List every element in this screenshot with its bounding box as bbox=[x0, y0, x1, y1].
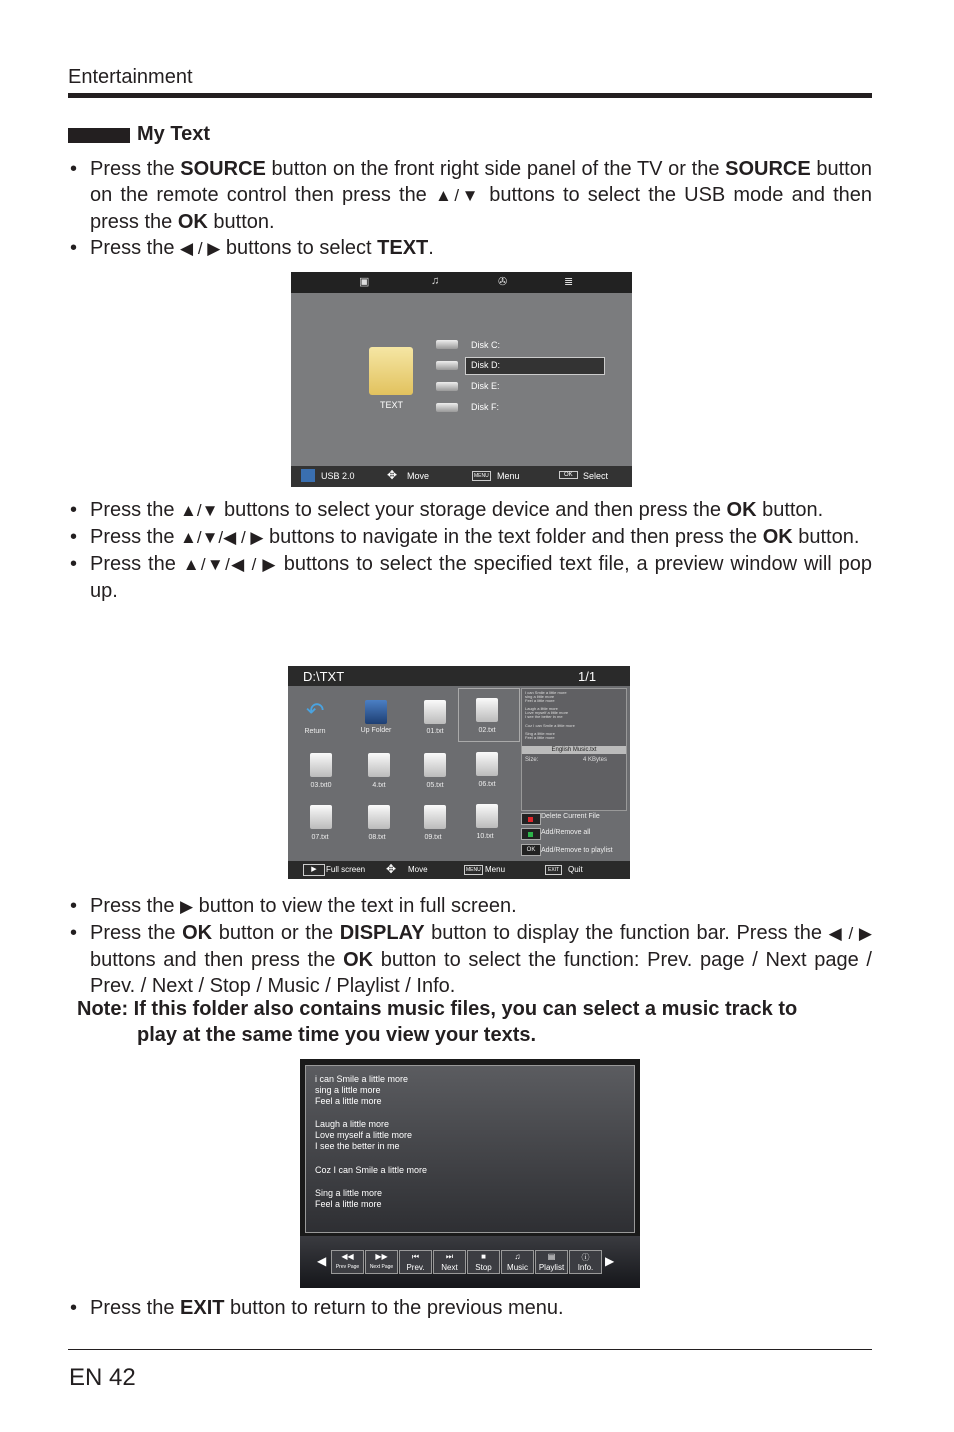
file-icon[interactable] bbox=[476, 698, 498, 722]
skip-forward-icon: ⏭ bbox=[445, 1252, 454, 1261]
file-icon[interactable] bbox=[368, 805, 390, 829]
preview-size: Size: 4 KBytes bbox=[525, 757, 608, 763]
rewind-icon: ◀◀ bbox=[341, 1252, 354, 1261]
note-line-2: play at the same time you view your texts. bbox=[137, 1024, 537, 1046]
disk-icon bbox=[436, 403, 458, 412]
exit-key: EXIT bbox=[545, 865, 562, 875]
bullet-source: • Press the SOURCE button on the front right side panel of the TV or the SOURCE button on the remote control then press the ▲/▼ buttons to select the USB mode and then press the OK button. bbox=[68, 156, 872, 235]
folder-path: D:\TXT bbox=[303, 669, 345, 684]
return-icon[interactable]: ↶ bbox=[306, 698, 325, 723]
ok-key: OK bbox=[559, 471, 578, 479]
playlist-icon: ▤ bbox=[547, 1252, 556, 1261]
menu-hint: Menu bbox=[497, 471, 520, 481]
text-line: Laugh a little more bbox=[315, 1119, 390, 1129]
stop-button[interactable]: ■ Stop bbox=[467, 1250, 500, 1274]
preview-line: Love myself a little more bbox=[525, 710, 569, 715]
four-arrows: ▲/▼/◀ / ▶ bbox=[180, 528, 264, 547]
playlist-button[interactable]: ▤ Playlist bbox=[535, 1250, 568, 1274]
preview-filename: English Music.txt bbox=[522, 746, 626, 754]
bullet-select-storage: • Press the ▲/▼ buttons to select your storage device and then press the OK button. bbox=[68, 497, 872, 524]
disk-f[interactable]: Disk F: bbox=[471, 402, 499, 412]
file-label: 07.txt bbox=[311, 834, 329, 841]
music-button[interactable]: ♫ Music bbox=[501, 1250, 534, 1274]
up-folder-icon[interactable] bbox=[365, 700, 387, 724]
left-right-arrows: ◀ / ▶ bbox=[828, 924, 873, 943]
bullet-function-bar: • Press the OK button or the DISPLAY button to display the function bar. Press the ◀ / ▶ buttons and then press the OK button to select the function: Prev. page / Next page / Prev. / Next / Stop / Music / Playlist / Info. bbox=[68, 920, 872, 999]
red-key bbox=[521, 813, 541, 825]
text-line: i can Smile a little more bbox=[315, 1074, 409, 1084]
page-title: My Text bbox=[137, 123, 210, 145]
preview-line: sing a little more bbox=[525, 694, 555, 699]
move-arrows-icon: ✥ bbox=[387, 468, 398, 482]
play-key-icon: ▶ bbox=[303, 864, 325, 876]
ok-key: OK bbox=[521, 844, 541, 856]
bullet-navigate: • Press the ▲/▼/◀ / ▶ buttons to navigate in the text folder and then press the OK button. bbox=[68, 524, 872, 551]
file-label: 03.txt0 bbox=[310, 782, 332, 789]
prev-page-button[interactable]: ◀◀ Prev Page bbox=[331, 1250, 364, 1274]
movie-icon: ✇ bbox=[498, 276, 508, 288]
disk-icon bbox=[436, 361, 458, 370]
fast-forward-icon: ▶▶ bbox=[375, 1252, 388, 1261]
text-line: Love myself a little more bbox=[315, 1130, 413, 1140]
quit-hint: Quit bbox=[568, 865, 583, 874]
file-icon[interactable] bbox=[310, 805, 332, 829]
text-line: Coz I can Smile a little more bbox=[315, 1165, 428, 1175]
prev-button[interactable]: ⏮ Prev. bbox=[399, 1250, 432, 1274]
file-label: 4.txt bbox=[372, 782, 386, 789]
file-label: 01.txt bbox=[426, 728, 444, 735]
full-screen-hint: Full screen bbox=[326, 865, 366, 874]
file-label: 08.txt bbox=[368, 834, 386, 841]
preview-line: Sing a little more bbox=[525, 731, 555, 736]
move-hint: Move bbox=[407, 471, 430, 481]
file-icon[interactable] bbox=[476, 752, 498, 776]
file-icon[interactable] bbox=[476, 804, 498, 828]
file-icon[interactable] bbox=[368, 753, 390, 777]
stop-icon: ■ bbox=[481, 1252, 486, 1261]
section-header: Entertainment bbox=[68, 66, 193, 88]
note-line-1: Note: If this folder also contains music files, you can select a music track to bbox=[77, 998, 798, 1020]
disk-c[interactable]: Disk C: bbox=[471, 340, 500, 350]
footer-rule bbox=[68, 1349, 872, 1350]
instructions-2 bbox=[68, 497, 872, 604]
left-right-arrows: ◀ / ▶ bbox=[180, 239, 221, 258]
preview-line: I see the better in me bbox=[525, 714, 563, 719]
text-line: sing a little more bbox=[315, 1085, 381, 1095]
file-icon[interactable] bbox=[424, 805, 446, 829]
preview-line: I can Smile a little more bbox=[525, 690, 567, 695]
text-folder-icon bbox=[369, 347, 413, 395]
up-down-arrows: ▲/▼ bbox=[180, 501, 219, 520]
bar-right-arrow-icon[interactable]: ▶ bbox=[605, 1254, 615, 1268]
text-line: Feel a little more bbox=[315, 1199, 382, 1209]
info-button[interactable]: ⓘ Info. bbox=[569, 1250, 602, 1274]
disk-d[interactable]: Disk D: bbox=[471, 360, 500, 370]
source-label: USB 2.0 bbox=[321, 471, 355, 481]
header-rule bbox=[68, 93, 872, 98]
file-icon[interactable] bbox=[424, 753, 446, 777]
text-fullscreen-screen bbox=[300, 1059, 640, 1288]
next-button[interactable]: ⏭ Next bbox=[433, 1250, 466, 1274]
page-count: 1/1 bbox=[578, 669, 597, 684]
file-icon[interactable] bbox=[310, 753, 332, 777]
up-down-arrows: ▲/▼ bbox=[434, 186, 482, 205]
instructions-1 bbox=[68, 156, 872, 262]
file-label: 09.txt bbox=[424, 834, 442, 841]
instructions-4 bbox=[68, 1295, 872, 1321]
preview-line: Feel a little more bbox=[525, 735, 555, 740]
bullet-full-screen: • Press the ▶ button to view the text in full screen. bbox=[68, 893, 872, 920]
disk-icon bbox=[436, 382, 458, 391]
move-hint: Move bbox=[408, 865, 428, 874]
skip-back-icon: ⏮ bbox=[411, 1252, 420, 1261]
title-marker bbox=[68, 128, 130, 143]
usb-icon bbox=[301, 469, 315, 482]
file-label: 05.txt bbox=[426, 782, 444, 789]
browser-header bbox=[288, 666, 630, 686]
select-hint: Select bbox=[583, 471, 609, 481]
add-remove-all-action[interactable]: Add/Remove all bbox=[541, 829, 591, 836]
menu-key: MENU bbox=[466, 867, 481, 873]
text-line: Feel a little more bbox=[315, 1096, 382, 1106]
bar-left-arrow-icon[interactable]: ◀ bbox=[317, 1254, 327, 1268]
music-icon: ♫ bbox=[431, 275, 440, 287]
preview-window bbox=[521, 688, 627, 811]
bullet-select-text: • Press the ◀ / ▶ buttons to select TEXT. bbox=[68, 235, 872, 262]
text-icon: ≣ bbox=[564, 276, 574, 288]
text-line: Sing a little more bbox=[315, 1188, 383, 1198]
preview-line: Feel a little more bbox=[525, 698, 555, 703]
move-arrows-icon: ✥ bbox=[386, 862, 397, 876]
bullet-exit: • Press the EXIT button to return to the previous menu. bbox=[68, 1295, 872, 1321]
hint-bar bbox=[291, 466, 632, 487]
green-key bbox=[521, 828, 541, 840]
right-arrow: ▶ bbox=[180, 897, 194, 916]
media-tab-bar bbox=[291, 272, 632, 293]
preview-line: Coz I can Smile a little more bbox=[525, 723, 575, 728]
disk-icon bbox=[436, 340, 458, 349]
file-label: 02.txt bbox=[478, 727, 496, 734]
delete-file-action[interactable]: Delete Current File bbox=[541, 813, 600, 820]
text-content-panel bbox=[305, 1065, 635, 1233]
text-line: I see the better in me bbox=[315, 1141, 400, 1151]
menu-hint: Menu bbox=[485, 865, 506, 874]
folder-label: TEXT bbox=[380, 400, 404, 410]
page-number: EN 42 bbox=[69, 1364, 136, 1391]
usb-source-screen bbox=[291, 272, 632, 487]
photo-icon: ▣ bbox=[359, 276, 370, 288]
file-label: 06.txt bbox=[478, 781, 496, 788]
note bbox=[77, 996, 877, 1048]
music-icon: ♫ bbox=[514, 1252, 521, 1261]
next-page-button[interactable]: ▶▶ Next Page bbox=[365, 1250, 398, 1274]
disk-e[interactable]: Disk E: bbox=[471, 381, 500, 391]
bullet-preview: • Press the ▲/▼/◀ / ▶ buttons to select the specified text file, a preview window will pop up. bbox=[68, 551, 872, 604]
menu-key: MENU bbox=[474, 473, 489, 479]
file-label: 10.txt bbox=[476, 833, 494, 840]
browser-hint-bar bbox=[288, 861, 630, 879]
preview-line: Laugh a little more bbox=[525, 706, 558, 711]
function-bar bbox=[300, 1236, 640, 1288]
text-browser-screen bbox=[288, 666, 630, 879]
instructions-3 bbox=[68, 893, 872, 999]
info-icon: ⓘ bbox=[581, 1253, 590, 1262]
file-label: Return bbox=[304, 728, 326, 735]
file-label: Up Folder bbox=[360, 727, 392, 734]
four-arrows: ▲/▼/◀ / ▶ bbox=[182, 555, 277, 574]
file-icon[interactable] bbox=[424, 700, 446, 724]
add-to-playlist-action[interactable]: Add/Remove to playlist bbox=[541, 847, 613, 854]
